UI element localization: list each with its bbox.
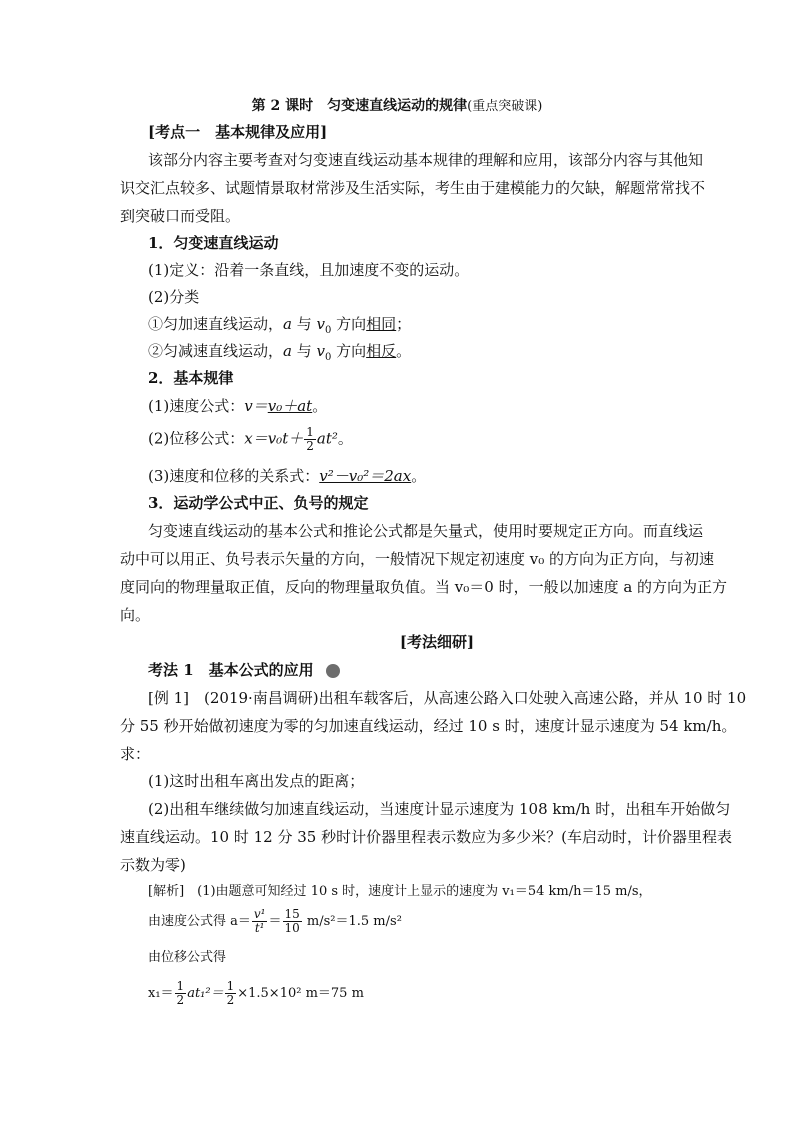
solution-line-4 (148, 980, 364, 1007)
class-1 (148, 314, 411, 341)
intro-line-1: 该部分内容主要考查对匀变速直线运动基本规律的理解和应用，该部分内容与其他知 (148, 151, 704, 169)
class-2-mid: 与 (291, 342, 317, 360)
formula-2-lhs: x＝v₀t＋ (244, 429, 304, 448)
fraction-num: v¹ (253, 907, 266, 921)
formula-2-end: 。 (337, 429, 353, 448)
class-1-end: ； (396, 315, 412, 333)
class-2-post: 方向 (331, 342, 367, 360)
question-2-line-1: (2)出租车继续做匀加速直线运动，当速度计显示速度为 108 km/h 时，出租车开始做匀 (148, 800, 731, 818)
var-v-sub: 0 (325, 352, 332, 363)
kaofa-1-text: 考法 1 基本公式的应用 (148, 661, 314, 679)
sign-line-2: 动中可以用正、负号表示矢量的方向，一般情况下规定初速度 v₀ 的方向为正方向，与初速 (120, 550, 715, 568)
formula-3-answer: v²－v₀²＝2ax (319, 467, 412, 485)
var-a: a (283, 315, 292, 333)
fraction (304, 426, 316, 453)
question-2-line-2: 速直线运动。10 时 12 分 35 秒时计价器里程表示数应为多少米？(车启动时，计价器里程表 (120, 828, 732, 846)
fraction-den: t¹ (254, 921, 265, 935)
formula-1-label: (1)速度公式： (148, 397, 245, 415)
equals: ＝ (268, 914, 282, 929)
class-1-text: ①匀加速直线运动， (148, 315, 284, 333)
class-1-answer: 相同 (366, 315, 397, 333)
formula-2-label: (2)位移公式： (148, 429, 245, 448)
formula-2-rest: at² (316, 429, 338, 448)
sign-line-3: 度同向的物理量取正值，反向的物理量取负值。当 v₀＝0 时，一般以加速度 a 的方向为正方 (120, 578, 728, 596)
class-1-mid: 与 (291, 315, 317, 333)
intro-line-2: 识交汇点较多、试题情景取材常涉及生活实际，考生由于建模能力的欠缺，解题常常找不 (120, 179, 706, 197)
fraction (252, 908, 268, 935)
class-1-post: 方向 (331, 315, 367, 333)
kaofa-xiyan-heading: [考法细研] (399, 633, 475, 651)
solution-line-1: [解析] (1)由题意可知经过 10 s 时，速度计上显示的速度为 v₁＝54 km/h＝15 m/s， (148, 884, 652, 899)
heading-2: 2．基本规律 (148, 369, 234, 387)
sign-line-4: 向。 (120, 606, 151, 624)
fraction-den: 2 (226, 993, 235, 1007)
formula-relation (148, 466, 426, 486)
difficulty-dot-icon (326, 664, 340, 678)
title-main: 第 2 课时 匀变速直线运动的规律 (251, 98, 468, 114)
fraction-den: 2 (306, 439, 314, 453)
formula-1-end: 。 (312, 397, 328, 415)
fraction-den: 10 (284, 921, 300, 935)
fraction-den: 2 (176, 993, 185, 1007)
example-line-3: 求： (120, 745, 151, 763)
question-1: (1)这时出租车离出发点的距离； (148, 772, 365, 790)
solution-4-mid: at₁²＝ (187, 986, 224, 1001)
solution-2-post: m/s²＝1.5 m/s² (302, 914, 402, 929)
var-a: a (283, 342, 292, 360)
example-line-1: [例 1] (2019·南昌调研)出租车载客后，从高速公路入口处驶入高速公路，并从 10 时 10 (148, 689, 747, 707)
fraction-num: 1 (226, 979, 235, 993)
var-v: v (316, 342, 325, 360)
var-v: v (316, 315, 325, 333)
question-2-line-3: 示数为零) (120, 856, 186, 874)
fraction-num: 1 (306, 425, 314, 439)
class-2 (148, 341, 411, 368)
fraction (175, 980, 187, 1007)
var-v-sub: 0 (325, 325, 332, 336)
formula-3-label: (3)速度和位移的关系式： (148, 467, 320, 485)
title-note: (重点突破课) (467, 99, 543, 114)
definition: (1)定义：沿着一条直线，且加速度不变的运动。 (148, 261, 470, 279)
page-title (0, 96, 794, 117)
formula-velocity (148, 396, 327, 416)
solution-4-pre: x₁＝ (148, 986, 174, 1001)
example-line-2: 分 55 秒开始做初速度为零的匀加速直线运动，经过 10 s 时，速度计显示速度为 54 km/h。 (120, 717, 737, 735)
class-2-end: 。 (396, 342, 412, 360)
fraction-num: 15 (284, 907, 300, 921)
heading-3: 3．运动学公式中正、负号的规定 (148, 494, 369, 512)
kaofa-1-heading (148, 660, 340, 680)
classification: (2)分类 (148, 288, 200, 306)
sign-line-1: 匀变速直线运动的基本公式和推论公式都是矢量式，使用时要规定正方向。而直线运 (148, 522, 704, 540)
formula-1-lhs: v＝ (244, 397, 268, 415)
formula-3-end: 。 (411, 467, 427, 485)
formula-1-answer: v₀＋at (267, 397, 313, 415)
solution-line-3: 由位移公式得 (148, 950, 227, 965)
class-2-text: ②匀减速直线运动， (148, 342, 284, 360)
fraction (283, 908, 302, 935)
fraction (225, 980, 237, 1007)
intro-line-3: 到突破口而受阻。 (120, 207, 241, 225)
solution-2-pre: 由速度公式得 a＝ (148, 914, 251, 929)
fraction-num: 1 (176, 979, 185, 993)
solution-4-post: ×1.5×10² m＝75 m (237, 986, 364, 1001)
formula-displacement (148, 426, 353, 453)
class-2-answer: 相反 (366, 342, 397, 360)
section-heading: [考点一 基本规律及应用] (148, 123, 328, 141)
heading-1: 1．匀变速直线运动 (148, 234, 279, 252)
solution-line-2 (148, 908, 402, 935)
